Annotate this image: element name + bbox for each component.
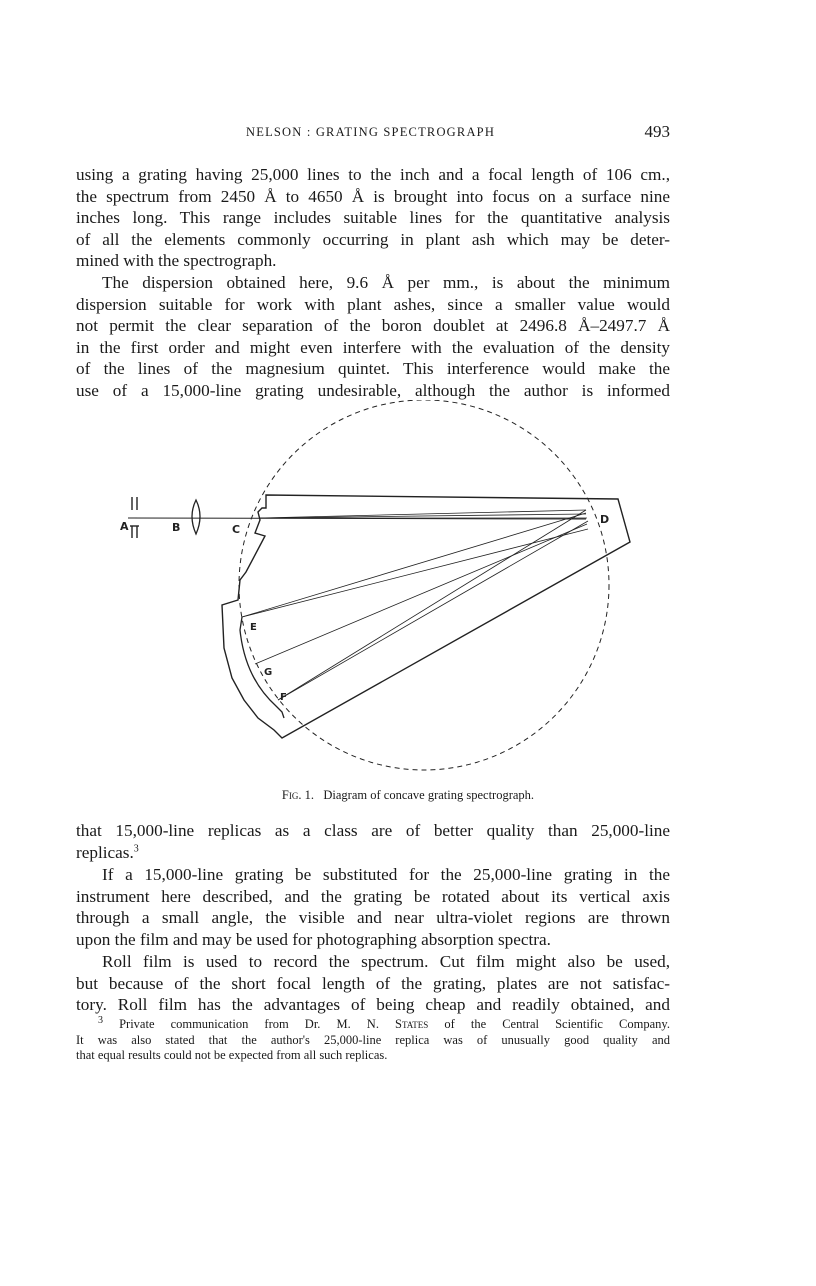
label-e: E xyxy=(250,622,257,633)
text-line: upon the film and may be used for photographing absorption spectra. xyxy=(76,929,551,949)
footnote xyxy=(76,1014,670,1064)
text-line-content: replicas. xyxy=(76,842,134,862)
text-line: that 15,000-line replicas as a class are of better quality than 25,000-line xyxy=(76,821,670,840)
text-line: tory. Roll film has the advantages of being cheap and readily obtained, and xyxy=(76,995,670,1015)
footnote-line xyxy=(76,1014,670,1033)
footnote-marker: 3 xyxy=(98,1014,103,1026)
spectrograph-diagram xyxy=(100,400,660,780)
spectral-rays xyxy=(242,510,588,700)
label-f: F xyxy=(280,692,287,703)
text-line: using a grating having 25,000 lines to the inch and a focal length of 106 cm., xyxy=(76,165,670,184)
text-line: of all the elements commonly occurring in plant ash which may be deter- xyxy=(76,229,670,249)
label-b: B xyxy=(172,521,181,534)
figure-1 xyxy=(100,400,660,780)
page-header xyxy=(76,122,670,146)
figure-caption-text: Diagram of concave grating spectrograph. xyxy=(323,788,535,802)
footnote-author-name: States xyxy=(395,1017,429,1031)
label-a: A xyxy=(120,520,129,533)
text-line: the spectrum from 2450 Å to 4650 Å is brought into focus on a surface nine xyxy=(76,186,670,206)
figure-label: Fig. 1. xyxy=(281,788,314,802)
text-line: The dispersion obtained here, 9.6 Å per mm., is about the minimum xyxy=(102,273,670,292)
text-line: inches long. This range includes suitable lines for the quantitative analysis xyxy=(76,208,670,228)
slit-a xyxy=(130,497,139,538)
label-d: D xyxy=(600,513,610,526)
page-number: 493 xyxy=(644,122,670,141)
paragraph-2 xyxy=(76,272,670,402)
text-line: but because of the short focal length of the grating, plates are not satisfac- xyxy=(76,973,670,993)
footnote-line: It was also stated that the author's 25,000-line replica was of unusually good quality and xyxy=(76,1032,670,1047)
footnote-line: that equal results could not be expected from all such replicas. xyxy=(76,1048,388,1063)
label-g: G xyxy=(264,667,273,678)
label-c: C xyxy=(232,523,241,536)
text-line: dispersion suitable for work with plant ashes, since a smaller value would xyxy=(76,294,670,314)
footnote-text: of the Central Scientific Company. xyxy=(428,1017,670,1031)
text-line: mined with the spectrograph. xyxy=(76,251,277,271)
footnote-ref: 3 xyxy=(133,842,139,854)
text-line: use of a 15,000-line grating undesirable, although the author is informed xyxy=(76,380,670,400)
figure-caption xyxy=(0,788,816,803)
paragraph-1 xyxy=(76,164,670,272)
text-line: in the first order and might even interfere with the evaluation of the density xyxy=(76,337,670,357)
text-line xyxy=(76,842,670,864)
text-line: not permit the clear separation of the boron doublet at 2496.8 Å–2497.7 Å xyxy=(76,316,670,336)
footnote-text: Private communication from Dr. M. N. xyxy=(103,1017,396,1031)
paragraph-3 xyxy=(76,820,670,863)
running-head: NELSON : GRATING SPECTROGRAPH xyxy=(246,125,496,139)
paragraph-5 xyxy=(76,951,670,1016)
text-line: through a small angle, the visible and near ultra-violet regions are thrown xyxy=(76,908,670,928)
text-line: Roll film is used to record the spectrum. Cut film might also be used, xyxy=(102,952,670,971)
text-line: If a 15,000-line grating be substituted for the 25,000-line grating in the xyxy=(102,865,670,884)
paragraph-4 xyxy=(76,864,670,950)
text-line: of the lines of the magnesium quintet. This interference would make the xyxy=(76,359,670,379)
text-line: instrument here described, and the grating be rotated about its vertical axis xyxy=(76,886,670,906)
lens-b xyxy=(192,500,200,534)
